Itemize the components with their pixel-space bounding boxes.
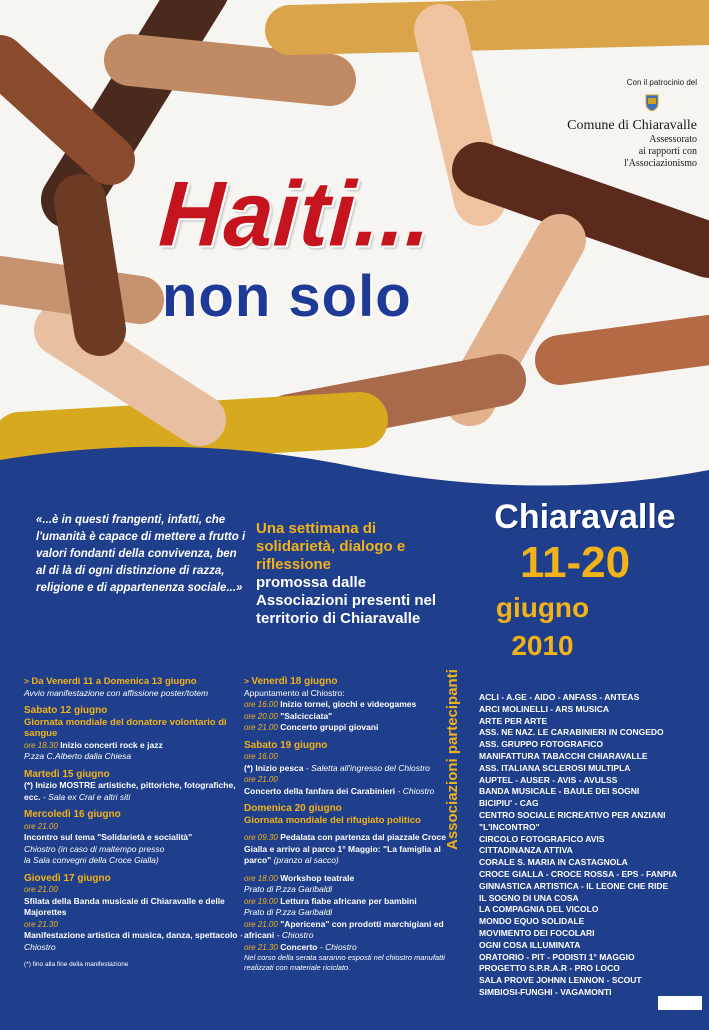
event-title: Incontro sul tema "Solidarietà e socialità" xyxy=(24,832,193,842)
event-place: - Saletta all'ingresso del Chiostro xyxy=(305,762,430,773)
event-title: Inizio concerti rock e jazz xyxy=(60,739,163,750)
week-description xyxy=(256,520,456,628)
association-item: MANIFATTURA TABACCHI CHIARAVALLE xyxy=(479,750,648,761)
event-time: ore 09.30 xyxy=(244,833,278,842)
event-time: ore 21.00 xyxy=(244,775,278,784)
office-line: l'Associazionismo xyxy=(624,158,697,169)
event-place: Prato di P.zza Garibaldi xyxy=(244,907,333,917)
event-time: ore 21.00 xyxy=(24,885,58,894)
association-item: "L'INCONTRO" xyxy=(479,821,540,832)
event-month: giugno xyxy=(495,592,590,623)
event-title: Concerto gruppi giovani xyxy=(280,722,379,732)
day-heading: Sabato 19 giugno xyxy=(244,739,328,751)
event-title: Workshop teatrale xyxy=(280,872,355,883)
hero-area xyxy=(0,0,709,500)
arrow-icon: > xyxy=(24,676,29,686)
event-time: ore 19.00 xyxy=(244,896,278,906)
program-right-column xyxy=(244,676,468,973)
association-item: CIRCOLO FOTOGRAFICO AVIS xyxy=(479,833,605,844)
event-time: ore 18.30 xyxy=(24,740,58,750)
event-time: ore 21.00 xyxy=(244,723,278,732)
footnote: (*) fino alla fine della manifestazione xyxy=(24,961,129,968)
event-time: ore 20.00 xyxy=(244,711,278,721)
sponsor-logo xyxy=(656,994,704,1010)
event-text: Appuntamento al Chiostro: xyxy=(244,687,345,698)
event-text: Avvio manifestazione con affissione poster/totem xyxy=(24,687,209,698)
arrow-icon: > xyxy=(244,676,249,686)
association-item: MOVIMENTO DEI FOCOLARI xyxy=(479,927,595,938)
event-time: ore 21.00 xyxy=(244,919,278,929)
week-highlight: Una settimana di solidarietà, dialogo e riflessione xyxy=(256,520,406,573)
association-item: ASS. GRUPPO FOTOGRAFICO xyxy=(479,739,604,750)
association-item: CITTADINANZA ATTIVA xyxy=(479,845,573,856)
association-item: ARTE PER ARTE xyxy=(479,715,548,726)
day-subtitle: Giornata mondiale del rifugiato politico xyxy=(244,814,421,826)
association-item: ACLI - A.GE - AIDO - ANFASS - ANTEAS xyxy=(479,692,640,702)
day-heading: Da Venerdì 11 a Domenica 13 giugno xyxy=(31,676,197,687)
event-title: Concerto della fanfara dei Carabinieri xyxy=(244,785,396,796)
event-time: ore 21.30 xyxy=(244,942,278,952)
associations-label: Associazioni partecipanti xyxy=(444,669,461,850)
event-title: Inizio tornei, giochi e videogames xyxy=(280,699,417,709)
day-subtitle: Giornata mondiale del donatore volontario di sangue xyxy=(24,716,227,739)
main-title: Haiti... xyxy=(156,161,436,266)
association-item: ARCI MOLINELLI - ARS MUSICA xyxy=(479,703,610,714)
event-time: ore 18.00 xyxy=(244,873,278,883)
office-line: ai rapporti con xyxy=(638,146,697,157)
association-item: GINNASTICA ARTISTICA - IL LEONE CHE RIDE xyxy=(479,880,669,891)
association-item: ORATORIO - PIT - PODISTI 1° MAGGIO xyxy=(479,951,635,962)
event-title: "Salcicciata" xyxy=(280,710,333,721)
event-place: - Sala ex Cral e altri siti xyxy=(42,791,131,802)
day-heading: Domenica 20 giugno xyxy=(244,803,342,814)
event-dates: 11-20 xyxy=(519,538,631,587)
event-place: - Chiostro xyxy=(24,930,243,952)
main-subtitle: non solo xyxy=(162,264,412,329)
day-heading: Mercoledì 16 giugno xyxy=(24,809,121,820)
association-item: ASS. ITALIANA SCLEROSI MULTIPLA xyxy=(479,762,631,773)
event-place: - Chiostro xyxy=(276,930,314,940)
association-item: PROGETTO S.P.R.A.R - PRO LOCO xyxy=(479,963,620,974)
event-place: (pranzo al sacco) xyxy=(273,855,339,865)
event-title: (*) Inizio MOSTRE artistiche, pittoriche, fotografiche, ecc. xyxy=(24,780,236,802)
event-time: ore 21.00 xyxy=(24,821,58,831)
day-heading: Sabato 12 giugno xyxy=(24,705,108,716)
event-place: la Sala convegni della Croce Gialla) xyxy=(24,855,159,865)
event-place: P.zza C.Alberto dalla Chiesa xyxy=(24,751,132,761)
association-item: BANDA MUSICALE - BAULE DEI SOGNI xyxy=(479,786,640,797)
day-heading: Martedì 15 giugno xyxy=(24,768,110,780)
association-item: MONDO EQUO SOLIDALE xyxy=(479,916,585,927)
event-place: - Chiostro xyxy=(397,785,435,796)
association-item: OGNI COSA ILLUMINATA xyxy=(479,939,581,950)
association-item: SALA PROVE JOHNN LENNON - SCOUT xyxy=(479,975,642,986)
association-item: SIMBIOSI-FUNGHI - VAGAMONTI xyxy=(479,986,612,997)
event-title: Concerto xyxy=(280,941,318,952)
association-item: LA COMPAGNIA DEL VICOLO xyxy=(479,904,599,915)
sponsor-logo-box xyxy=(658,996,702,1010)
city-name: Chiaravalle xyxy=(494,498,676,536)
comune-name: Comune di Chiaravalle xyxy=(567,118,697,133)
association-item: IL SOGNO DI UNA COSA xyxy=(479,892,579,903)
association-item: CORALE S. MARIA IN CASTAGNOLA xyxy=(479,857,628,868)
event-place: - Chiostro xyxy=(319,941,357,952)
office-line: Assessorato xyxy=(649,134,697,145)
patronage-prefix: Con il patrocinio del xyxy=(626,78,697,87)
patronage-block xyxy=(527,78,697,170)
event-time: ore 21.30 xyxy=(24,919,58,929)
event-title: Manifestazione artistica di musica, danza, spettacolo xyxy=(24,930,238,940)
event-title: Lettura fiabe africane per bambini xyxy=(280,895,417,906)
association-item: AUPTEL - AUSER - AVIS - AVULSS xyxy=(479,774,618,785)
associations-list xyxy=(479,692,694,999)
town-crest-icon xyxy=(645,93,659,111)
event-place: Chiostro (in caso di maltempo presso xyxy=(24,843,165,854)
event-year: 2010 xyxy=(511,630,574,661)
association-item: CENTRO SOCIALE RICREATIVO PER ANZIANI xyxy=(479,809,666,820)
day-heading: Giovedì 17 giugno xyxy=(24,872,111,884)
quote-text: «...è in questi frangenti, infatti, che l'umanità è capace di mettere a frutto i valori fondanti della convivenza, ben al di là di ogni distinzione di razza, religione e di appartenenza sociale...» xyxy=(36,514,246,594)
association-item: CROCE GIALLA - CROCE ROSSA - EPS - FANPIA xyxy=(479,868,678,879)
association-item: BICIPIU' - CAG xyxy=(479,798,539,809)
event-title: (*) Inizio pesca xyxy=(244,762,304,773)
event-title: Pedalata con partenza dal piazzale Croce Gialla e arrivo al parco 1° Maggio: "La famiglia al parco" xyxy=(244,832,446,865)
event-time: ore 16.00 xyxy=(244,700,278,709)
event-title: Sfilata della Banda musicale di Chiaravalle e delle Majorettes xyxy=(24,895,225,917)
event-title: "Apericena" con prodotti marchigiani ed africani xyxy=(244,918,444,940)
event-place: Prato di P.zza Garibaldi xyxy=(244,884,333,894)
day-heading: Venerdì 18 giugno xyxy=(251,676,338,687)
event-note: Nel corso della serata saranno esposti nel chiostro manufatti realizzati con materiale riciclato. xyxy=(244,953,445,972)
program-left-column xyxy=(24,676,244,971)
association-item: ASS. NE NAZ. LE CARABINIERI IN CONGEDO xyxy=(479,727,664,738)
event-time: ore 16.00 xyxy=(244,752,278,761)
week-rest: promossa dalle Associazioni presenti nel territorio di Chiaravalle xyxy=(256,574,437,627)
